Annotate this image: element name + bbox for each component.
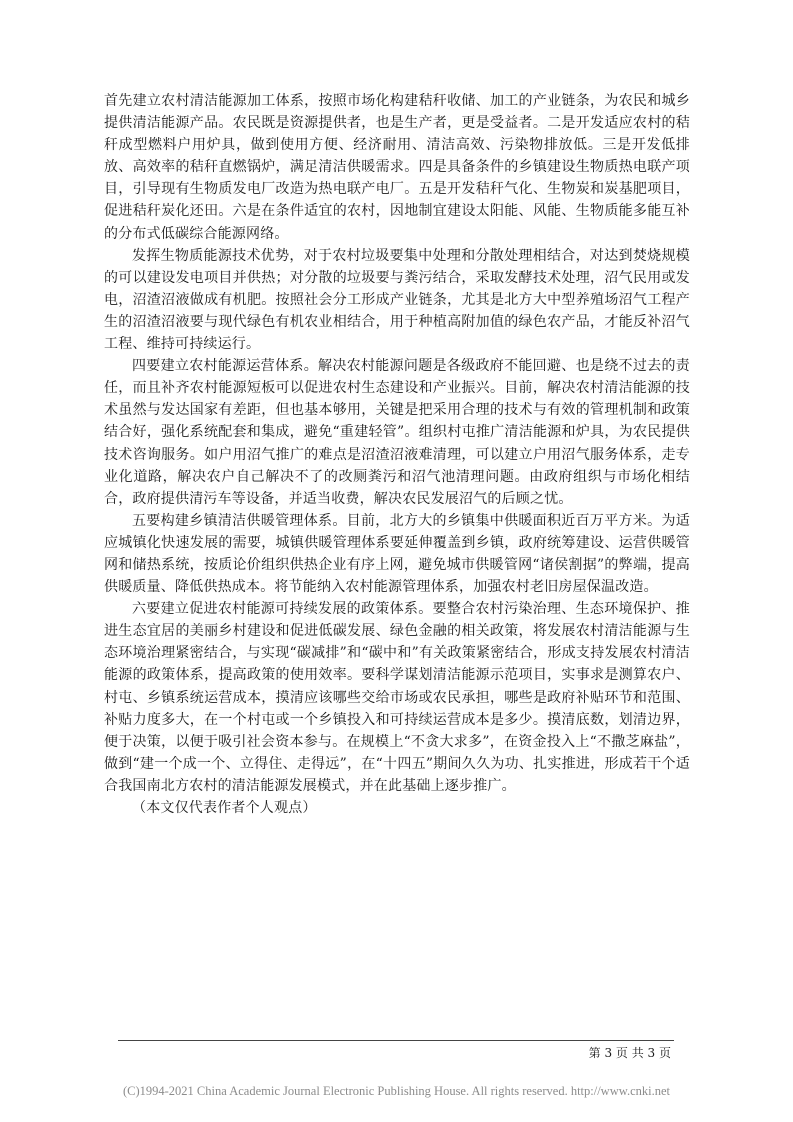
article-paragraph-2: 发挥生物质能源技术优势，对于农村垃圾要集中处理和分散处理相结合，对达到焚烧规模的可以建设发电项目并供热；对分散的垃圾要与粪污结合，采取发酵技术处理，沼气民用或发电，沼渣沼液做成有机肥。按照社会分工形成产业链条，尤其是北方大中型养殖场沼气工程产生的沼渣沼液要与现代绿色有机农业相结合，用于种植高附加值的绿色农产品，才能反补沼气工程、维持可持续运行。 xyxy=(104,247,690,353)
page-number: 第 3 页 共 3 页 xyxy=(588,1046,671,1060)
article-body xyxy=(104,90,690,819)
footer-divider xyxy=(118,1040,674,1041)
article-paragraph-3: 四要建立农村能源运营体系。解决农村能源问题是各级政府不能回避、也是绕不过去的责任，而且补齐农村能源短板可以促进农村生态建设和产业振兴。目前，解决农村清洁能源的技术虽然与发达国家有差距，但也基本够用，关键是把采用合理的技术与有效的管理机制和政策结合好，强化系统配套和集成，避免“重建轻管”。组织村屯推广清洁能源和炉具，为农民提供技术咨询服务。如户用沼气推广的难点是沼渣沼液难清理，可以建立户用沼气服务体系，走专业化道路，解决农户自己解决不了的改厕粪污和沼气池清理问题。由政府组织与市场化相结合，政府提供清污车等设备，并适当收费，解决农民发展沼气的后顾之忧。 xyxy=(104,358,690,507)
article-paragraph-1: 首先建立农村清洁能源加工体系，按照市场化构建秸秆收储、加工的产业链条，为农民和城乡提供清洁能源产品。农民既是资源提供者，也是生产者，更是受益者。二是开发适应农村的秸秆成型燃料户用炉具，做到使用方便、经济耐用、清洁高效、污染物排放低。三是开发低排放、高效率的秸秆直燃锅炉，满足清洁供暖需求。四是具备条件的乡镇建设生物质热电联产项目，引导现有生物质发电厂改造为热电联产电厂。五是开发秸秆气化、生物炭和炭基肥项目，促进秸秆炭化还田。六是在条件适宜的农村，因地制宜建设太阳能、风能、生物质能多能互补的分布式低碳综合能源网络。 xyxy=(104,93,690,242)
author-disclaimer: （本文仅代表作者个人观点） xyxy=(132,800,317,816)
article-paragraph-5: 六要建立促进农村能源可持续发展的政策体系。要整合农村污染治理、生态环境保护、推进生态宜居的美丽乡村建设和促进低碳发展、绿色金融的相关政策，将发展农村清洁能源与生态环境治理紧密结合，与实现“碳减排”和“碳中和”有关政策紧密结合，形成支持发展农村清洁能源的政策体系，提高政策的使用效率。要科学谋划清洁能源示范项目，实事求是测算农户、村屯、乡镇系统运营成本，摸清应该哪些交给市场或农民承担，哪些是政府补贴环节和范围、补贴力度多大，在一个村屯或一个乡镇投入和可持续运营成本是多少。摸清底数，划清边界，便于决策，以便于吸引社会资本参与。在规模上“不贪大求多”，在资金投入上“不撒芝麻盐”，做到“建一个成一个、立得住、走得远”，在“十四五”期间久久为功、扎实推进，形成若干个适合我国南北方农村的清洁能源发展模式，并在此基础上逐步推广。 xyxy=(104,601,690,794)
copyright-notice: (C)1994-2021 China Academic Journal Electronic Publishing House. All rights reserved. http://www.cnki.net xyxy=(122,1084,670,1098)
article-paragraph-4: 五要构建乡镇清洁供暖管理体系。目前，北方大的乡镇集中供暖面积近百万平方米。为适应城镇化快速发展的需要，城镇供暖管理体系要延伸覆盖到乡镇，政府统筹建设、运营供暖管网和储热系统，按质论价组织供热企业有序上网，避免城市供暖管网“诸侯割据”的弊端，提高供暖质量、降低供热成本。将节能纳入农村能源管理体系，加强农村老旧房屋保温改造。 xyxy=(104,512,690,596)
